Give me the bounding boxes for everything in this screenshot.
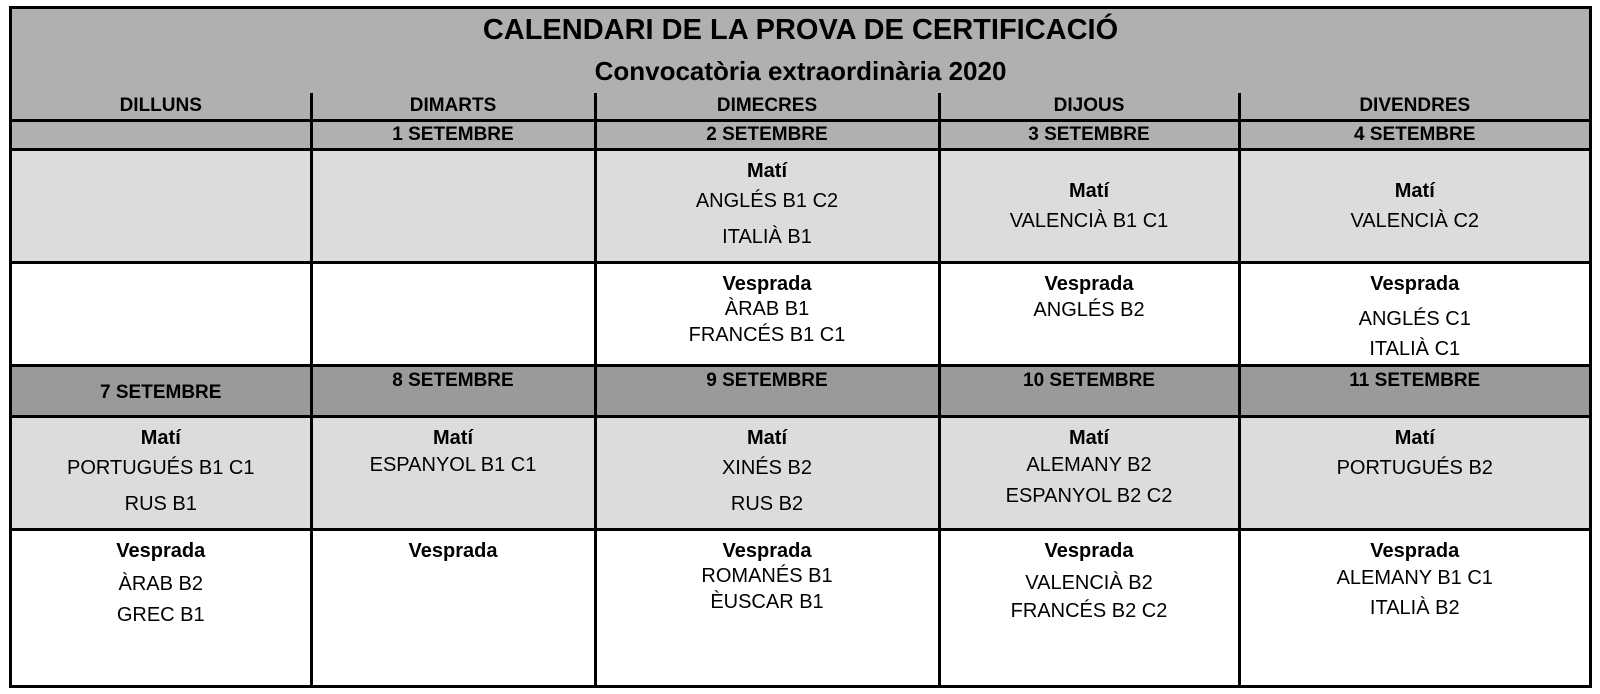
week2-morning-row xyxy=(12,417,1589,530)
date-cell xyxy=(939,366,1239,417)
exam-item: ANGLÉS B1 C2 xyxy=(695,190,839,212)
session-cell xyxy=(595,150,939,263)
session-label: Vesprada xyxy=(1370,273,1460,295)
session-cell xyxy=(595,263,939,366)
calendar-title: CALENDARI DE LA PROVA DE CERTIFICACIÓ xyxy=(482,14,1119,46)
exam-item: ITALIÀ C1 xyxy=(1369,338,1461,360)
exam-item: VALENCIÀ B2 xyxy=(1025,572,1153,594)
calendar-document xyxy=(9,6,1592,688)
session-cell xyxy=(12,530,311,689)
session-cell xyxy=(1239,150,1589,263)
session-cell xyxy=(595,417,939,530)
weekday-header: DIJOUS xyxy=(939,93,1239,121)
date-label: 10 SETEMBRE xyxy=(1023,370,1155,391)
exam-item: RUS B2 xyxy=(730,493,804,515)
session-cell xyxy=(939,150,1239,263)
session-cell xyxy=(12,417,311,530)
exam-item: ITALIÀ B2 xyxy=(1369,597,1460,619)
date-cell xyxy=(1239,366,1589,417)
date-cell xyxy=(311,366,595,417)
exam-item: RUS B1 xyxy=(124,493,197,515)
exam-item: ANGLÉS B2 xyxy=(1033,299,1145,321)
date-cell: 1 SETEMBRE xyxy=(311,121,595,150)
date-cell: 3 SETEMBRE xyxy=(939,121,1239,150)
calendar-subtitle: Convocatòria extraordinària 2020 xyxy=(594,56,1007,86)
session-label: Matí xyxy=(1394,180,1435,202)
weekday-header-row xyxy=(12,93,1589,121)
session-label: Vesprada xyxy=(1044,273,1134,295)
week2-date-row xyxy=(12,366,1589,417)
session-cell xyxy=(311,150,595,263)
week1-morning-row xyxy=(12,150,1589,263)
session-cell xyxy=(1239,530,1589,689)
exam-item: PORTUGUÉS B2 xyxy=(1336,457,1493,479)
session-label: Matí xyxy=(747,427,787,449)
session-cell xyxy=(595,530,939,689)
session-label: Matí xyxy=(1394,427,1435,449)
session-label: Vesprada xyxy=(722,540,812,562)
weekday-header: DIMARTS xyxy=(311,93,595,121)
session-cell xyxy=(939,263,1239,366)
date-label: 11 SETEMBRE xyxy=(1349,370,1481,391)
schedule-table xyxy=(12,93,1589,688)
exam-item: ANGLÉS C1 xyxy=(1358,308,1471,330)
weekday-header: DILLUNS xyxy=(12,93,311,121)
session-label: Matí xyxy=(747,160,787,182)
title-band xyxy=(12,9,1589,96)
weekday-header: DIVENDRES xyxy=(1239,93,1589,121)
date-cell: 2 SETEMBRE xyxy=(595,121,939,150)
session-label: Matí xyxy=(1069,180,1109,202)
session-cell xyxy=(939,530,1239,689)
session-label: Vesprada xyxy=(1044,540,1134,562)
date-label: 8 SETEMBRE xyxy=(392,370,514,391)
exam-item: ESPANYOL B1 C1 xyxy=(369,454,537,476)
exam-item: ROMANÉS B1 xyxy=(701,565,833,587)
week1-date-row xyxy=(12,121,1589,150)
session-cell xyxy=(12,150,311,263)
date-cell xyxy=(12,121,311,150)
exam-item: ÀRAB B2 xyxy=(118,573,203,595)
exam-item: ALEMANY B2 xyxy=(1026,454,1152,476)
exam-item: GREC B1 xyxy=(116,604,205,626)
date-label: 7 SETEMBRE xyxy=(100,382,222,403)
date-cell xyxy=(595,366,939,417)
session-cell xyxy=(311,530,595,689)
date-cell xyxy=(12,366,311,417)
date-cell: 4 SETEMBRE xyxy=(1239,121,1589,150)
exam-item: ITALIÀ B1 xyxy=(722,226,812,248)
session-label: Vesprada xyxy=(408,540,498,562)
session-label: Matí xyxy=(1069,427,1109,449)
exam-item: FRANCÉS B1 C1 xyxy=(688,324,846,346)
exam-item: XINÉS B2 xyxy=(721,457,813,479)
exam-item: ESPANYOL B2 C2 xyxy=(1005,485,1173,507)
exam-item: VALENCIÀ C2 xyxy=(1350,210,1480,232)
session-cell xyxy=(939,417,1239,530)
session-cell xyxy=(311,417,595,530)
session-cell xyxy=(311,263,595,366)
session-cell xyxy=(1239,417,1589,530)
session-cell xyxy=(1239,263,1589,366)
weekday-header: DIMECRES xyxy=(595,93,939,121)
session-label: Vesprada xyxy=(116,540,206,562)
exam-item: FRANCÉS B2 C2 xyxy=(1010,600,1168,622)
exam-item: ÈUSCAR B1 xyxy=(710,591,824,613)
week1-afternoon-row xyxy=(12,263,1589,366)
session-label: Matí xyxy=(140,427,181,449)
session-label: Vesprada xyxy=(722,273,812,295)
session-cell xyxy=(12,263,311,366)
exam-item: ÀRAB B1 xyxy=(724,298,810,320)
date-label: 9 SETEMBRE xyxy=(706,370,828,391)
exam-item: PORTUGUÉS B1 C1 xyxy=(67,457,255,479)
exam-item: VALENCIÀ B1 C1 xyxy=(1009,210,1169,232)
session-label: Vesprada xyxy=(1370,540,1460,562)
session-label: Matí xyxy=(433,427,473,449)
week2-afternoon-row xyxy=(12,530,1589,689)
exam-item: ALEMANY B1 C1 xyxy=(1336,567,1493,589)
